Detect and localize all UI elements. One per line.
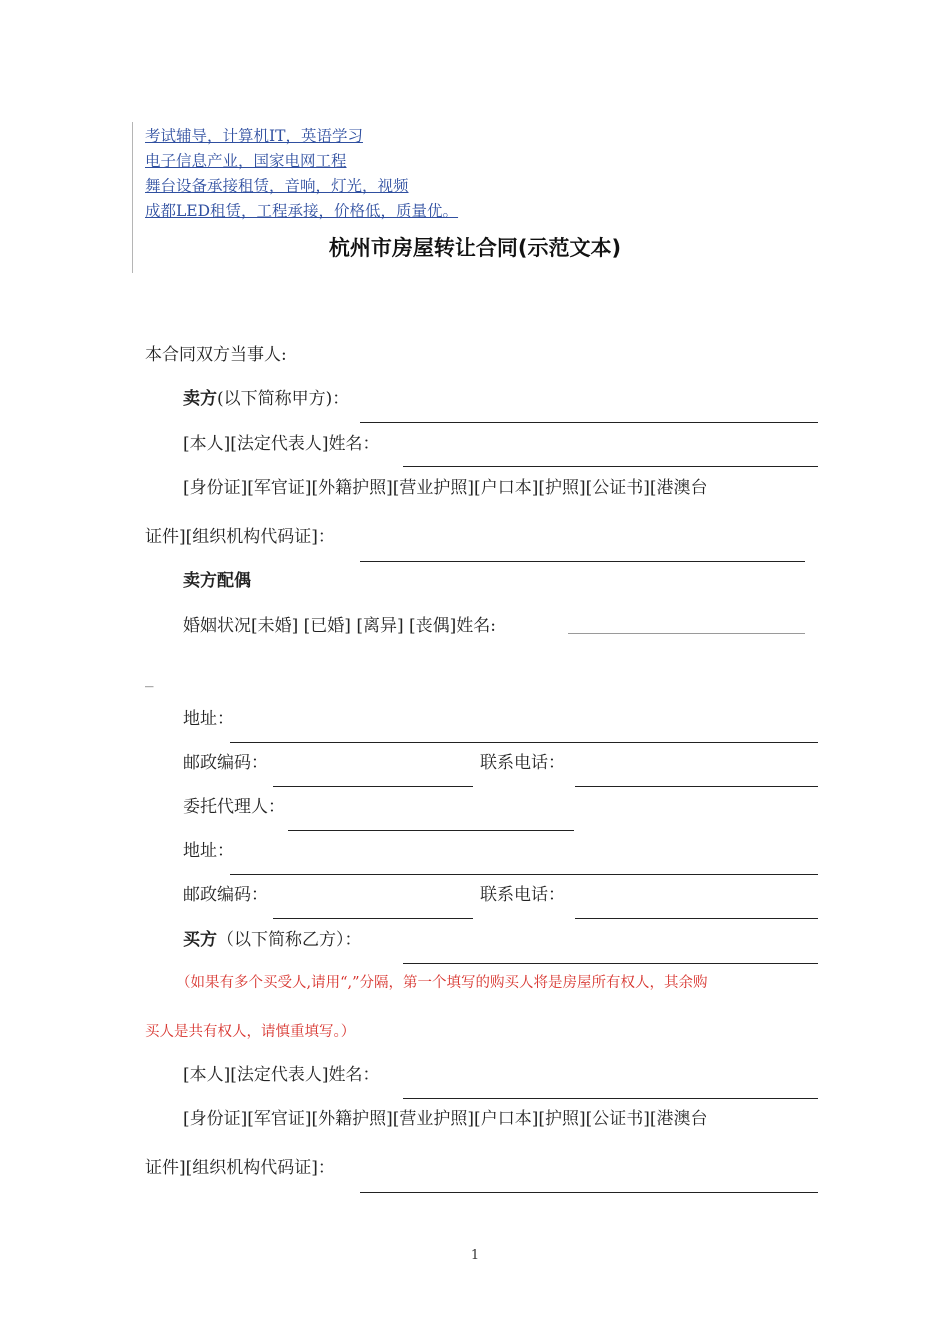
seller-heading-line bbox=[183, 387, 349, 411]
seller-address-blank[interactable] bbox=[230, 742, 818, 743]
agent-blank[interactable] bbox=[288, 830, 574, 831]
seller-id-blank[interactable] bbox=[360, 561, 805, 562]
seller-heading-suffix: (以下简称甲方)： bbox=[217, 389, 350, 409]
buyer-note-line2: 买人是共有权人，请慎重填写。） bbox=[145, 1024, 356, 1040]
agent-postal-blank[interactable] bbox=[273, 918, 473, 919]
agent-label: 委托代理人： bbox=[183, 797, 285, 817]
buyer-person-name-blank[interactable] bbox=[403, 1098, 818, 1099]
buyer-id-line2: 证件][组织机构代码证]： bbox=[145, 1158, 335, 1178]
buyer-name-label: [本人][法定代表人]姓名： bbox=[183, 1065, 380, 1085]
buyer-id-line1: [身份证][军官证][外籍护照][营业护照][户口本][护照][公证书][港澳台 bbox=[183, 1109, 708, 1129]
seller-address-label: 地址： bbox=[183, 709, 234, 729]
page-number: 1 bbox=[470, 1248, 480, 1263]
intro-text: 本合同双方当事人: bbox=[145, 345, 287, 365]
seller-name-label: [本人][法定代表人]姓名： bbox=[183, 434, 380, 454]
seller-phone-blank[interactable] bbox=[575, 786, 818, 787]
seller-name-blank[interactable] bbox=[360, 422, 818, 423]
seller-postal-label: 邮政编码： bbox=[183, 753, 268, 773]
seller-postal-blank[interactable] bbox=[273, 786, 473, 787]
seller-id-line2: 证件][组织机构代码证]： bbox=[145, 527, 335, 547]
seller-id-line1: [身份证][军官证][外籍护照][营业护照][户口本][护照][公证书][港澳台 bbox=[183, 478, 708, 498]
spouse-heading: 卖方配偶 bbox=[183, 571, 251, 591]
agent-address-blank[interactable] bbox=[230, 874, 818, 875]
header-link-2[interactable]: 电子信息产业，国家电网工程 bbox=[145, 152, 347, 170]
marital-status-label: 婚姻状况[未婚] [已婚] [离异] [丧偶]姓名: bbox=[183, 616, 496, 636]
stray-mark: _ bbox=[145, 668, 154, 688]
document-title: 杭州市房屋转让合同(示范文本) bbox=[328, 236, 622, 260]
buyer-name-blank[interactable] bbox=[403, 963, 818, 964]
buyer-heading: 买方 bbox=[183, 930, 217, 950]
spouse-name-blank[interactable] bbox=[568, 633, 805, 634]
seller-heading: 卖方 bbox=[183, 389, 217, 409]
buyer-note-line1: （如果有多个买受人,请用“,”分隔，第一个填写的购买人将是房屋所有权人，其余购 bbox=[176, 975, 708, 991]
header-link-4[interactable]: 成都LED租赁，工程承接，价格低，质量优。 bbox=[145, 202, 459, 220]
agent-phone-label: 联系电话： bbox=[480, 885, 565, 905]
agent-postal-label: 邮政编码： bbox=[183, 885, 268, 905]
header-link-3[interactable]: 舞台设备承接租赁，音响，灯光，视频 bbox=[145, 177, 409, 195]
header-link-1[interactable]: 考试辅导，计算机IT，英语学习 bbox=[145, 127, 363, 145]
seller-phone-label: 联系电话： bbox=[480, 753, 565, 773]
buyer-id-blank[interactable] bbox=[360, 1192, 818, 1193]
seller-person-name-blank[interactable] bbox=[403, 466, 818, 467]
agent-address-label: 地址： bbox=[183, 841, 234, 861]
buyer-heading-suffix: （以下简称乙方）： bbox=[217, 930, 362, 950]
buyer-heading-line bbox=[183, 928, 362, 952]
agent-phone-blank[interactable] bbox=[575, 918, 818, 919]
